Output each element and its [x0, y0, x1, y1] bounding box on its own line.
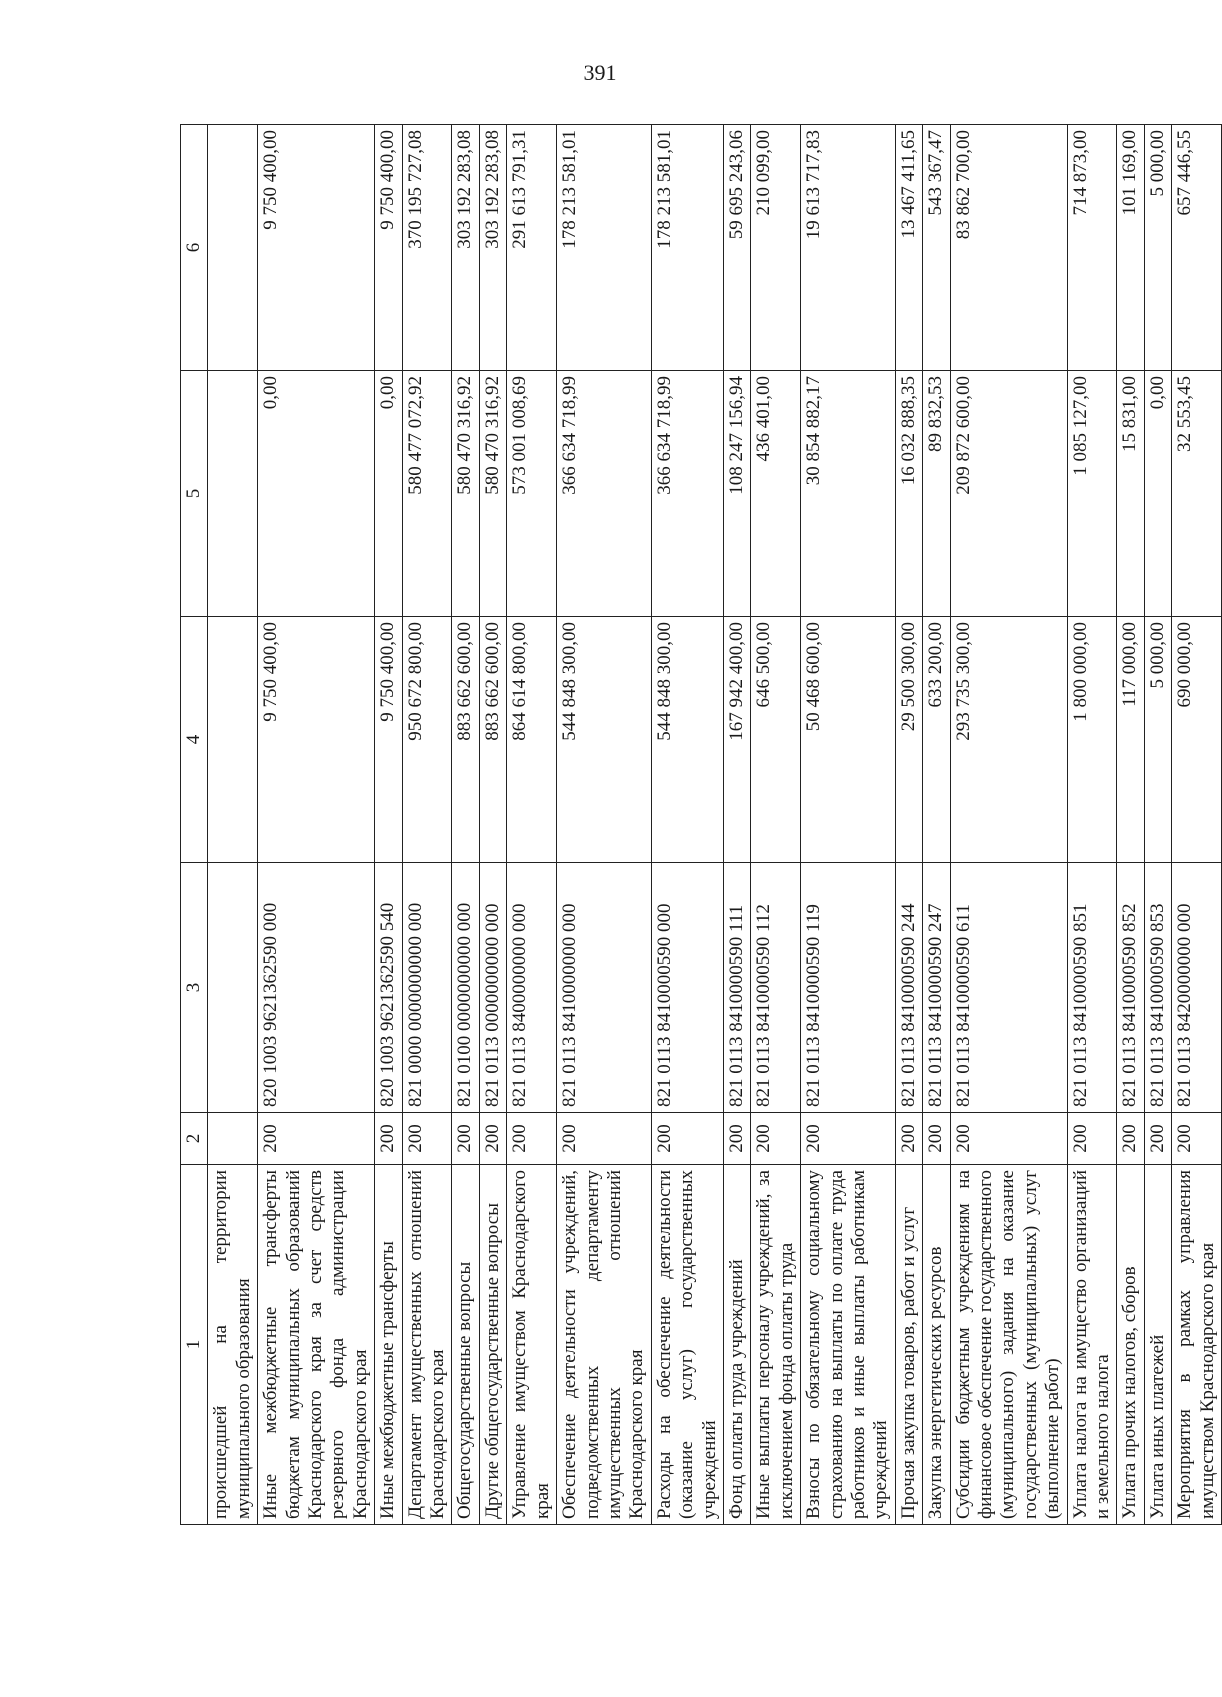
row-approved-amount-cell: 883 662 600,00	[452, 617, 479, 863]
page-number: 391	[583, 60, 617, 85]
rotated-table-container	[180, 125, 1218, 1525]
row-approved-amount-cell: 5 000,00	[1144, 617, 1171, 863]
row-name-cell: Уплата прочих налогов, сборов	[1117, 1165, 1144, 1525]
row-name-cell: Иные межбюджетные трансферты	[375, 1165, 402, 1525]
row-executed-amount-cell: 1 085 127,00	[1067, 371, 1117, 617]
row-code-type-cell: 200	[651, 1113, 723, 1165]
row-name-cell: Прочая закупка товаров, работ и услуг	[895, 1165, 922, 1525]
row-executed-amount-cell: 0,00	[1144, 371, 1171, 617]
row-remaining-amount-cell: 291 613 791,31	[507, 125, 557, 371]
row-approved-amount-cell: 9 750 400,00	[375, 617, 402, 863]
row-remaining-amount-cell: 83 862 700,00	[950, 125, 1067, 371]
budget-table-body	[181, 125, 1222, 1525]
row-remaining-amount-cell: 303 192 283,08	[479, 125, 506, 371]
row-code-type-cell: 200	[723, 1113, 750, 1165]
row-remaining-amount-cell: 714 873,00	[1067, 125, 1117, 371]
row-code-cell: 821 0113 8410000590 852	[1117, 863, 1144, 1113]
table-row	[923, 125, 950, 1525]
row-remaining-amount-cell: 210 099,00	[751, 125, 801, 371]
row-approved-amount-cell	[208, 617, 258, 863]
row-code-cell: 821 0113 8410000590 611	[950, 863, 1067, 1113]
row-approved-amount-cell: 544 848 300,00	[557, 617, 652, 863]
row-executed-amount-cell: 580 470 316,92	[479, 371, 506, 617]
row-remaining-amount-cell: 9 750 400,00	[375, 125, 402, 371]
row-code-cell: 821 0113 8410000590 119	[801, 863, 896, 1113]
row-remaining-amount-cell: 59 695 243,06	[723, 125, 750, 371]
row-code-cell: 821 0113 8400000000 000	[507, 863, 557, 1113]
row-approved-amount-cell: 864 614 800,00	[507, 617, 557, 863]
row-approved-amount-cell: 50 468 600,00	[801, 617, 896, 863]
column-number: 6	[181, 125, 208, 371]
row-remaining-amount-cell: 5 000,00	[1144, 125, 1171, 371]
row-code-cell: 821 0113 8410000590 851	[1067, 863, 1117, 1113]
table-row	[1067, 125, 1117, 1525]
row-executed-amount-cell: 32 553,45	[1172, 371, 1222, 617]
row-remaining-amount-cell: 303 192 283,08	[452, 125, 479, 371]
table-row	[1117, 125, 1144, 1525]
row-executed-amount-cell: 366 634 718,99	[557, 371, 652, 617]
row-code-type-cell: 200	[375, 1113, 402, 1165]
row-code-cell: 821 0113 8410000590 244	[895, 863, 922, 1113]
row-approved-amount-cell: 883 662 600,00	[479, 617, 506, 863]
row-code-cell: 821 0100 0000000000 000	[452, 863, 479, 1113]
row-approved-amount-cell: 950 672 800,00	[402, 617, 452, 863]
row-code-type-cell: 200	[258, 1113, 375, 1165]
row-name-cell: Взносы по обязательному социальному страхованию на выплаты по оплате труда работников и иные выплаты работникам учреждений	[801, 1165, 896, 1525]
table-row	[1144, 125, 1171, 1525]
row-name-cell: Мероприятия в рамках управления имуществом Краснодарского края	[1172, 1165, 1222, 1525]
row-remaining-amount-cell	[208, 125, 258, 371]
row-name-cell: Обеспечение деятельности учреждений, подведомственных департаменту имущественных отношений Краснодарского края	[557, 1165, 652, 1525]
row-name-cell: Иные выплаты персоналу учреждений, за исключением фонда оплаты труда	[751, 1165, 801, 1525]
row-approved-amount-cell: 117 000,00	[1117, 617, 1144, 863]
row-name-cell: Общегосударственные вопросы	[452, 1165, 479, 1525]
row-approved-amount-cell: 167 942 400,00	[723, 617, 750, 863]
row-code-type-cell: 200	[1144, 1113, 1171, 1165]
row-executed-amount-cell: 89 832,53	[923, 371, 950, 617]
row-executed-amount-cell: 366 634 718,99	[651, 371, 723, 617]
row-remaining-amount-cell: 657 446,55	[1172, 125, 1222, 371]
row-code-type-cell: 200	[895, 1113, 922, 1165]
row-code-type-cell: 200	[479, 1113, 506, 1165]
row-approved-amount-cell: 29 500 300,00	[895, 617, 922, 863]
row-code-type-cell: 200	[1172, 1113, 1222, 1165]
row-executed-amount-cell: 580 470 316,92	[452, 371, 479, 617]
row-name-cell: происшедшей на территории муниципального образования	[208, 1165, 258, 1525]
column-number: 4	[181, 617, 208, 863]
table-row	[452, 125, 479, 1525]
row-approved-amount-cell: 9 750 400,00	[258, 617, 375, 863]
row-code-cell: 821 0113 8410000590 112	[751, 863, 801, 1113]
row-executed-amount-cell: 108 247 156,94	[723, 371, 750, 617]
row-name-cell: Закупка энергетических ресурсов	[923, 1165, 950, 1525]
row-approved-amount-cell: 544 848 300,00	[651, 617, 723, 863]
row-executed-amount-cell: 0,00	[258, 371, 375, 617]
row-remaining-amount-cell: 543 367,47	[923, 125, 950, 371]
table-row	[375, 125, 402, 1525]
row-code-type-cell: 200	[751, 1113, 801, 1165]
row-executed-amount-cell: 209 872 600,00	[950, 371, 1067, 617]
row-executed-amount-cell	[208, 371, 258, 617]
column-number: 1	[181, 1165, 208, 1525]
row-code-type-cell: 200	[557, 1113, 652, 1165]
row-executed-amount-cell: 573 001 008,69	[507, 371, 557, 617]
table-row	[950, 125, 1067, 1525]
row-name-cell: Департамент имущественных отношений Краснодарского края	[402, 1165, 452, 1525]
row-approved-amount-cell: 1 800 000,00	[1067, 617, 1117, 863]
row-name-cell: Субсидии бюджетным учреждениям на финансовое обеспечение государственного (муниципального) задания на оказание государственных (муниципальных) услуг (выполнение работ)	[950, 1165, 1067, 1525]
row-approved-amount-cell: 690 000,00	[1172, 617, 1222, 863]
row-name-cell: Иные межбюджетные трансферты бюджетам муниципальных образований Краснодарского края за счет средств резервного фонда администрации Краснодарского края	[258, 1165, 375, 1525]
row-name-cell: Уплата иных платежей	[1144, 1165, 1171, 1525]
row-code-cell: 821 0000 0000000000 000	[402, 863, 452, 1113]
column-number: 2	[181, 1113, 208, 1165]
row-executed-amount-cell: 30 854 882,17	[801, 371, 896, 617]
row-code-cell: 821 0113 8410000000 000	[557, 863, 652, 1113]
row-code-type-cell: 200	[923, 1113, 950, 1165]
row-code-type-cell: 200	[507, 1113, 557, 1165]
table-row	[258, 125, 375, 1525]
row-code-type-cell: 200	[1117, 1113, 1144, 1165]
table-row	[557, 125, 652, 1525]
table-row	[751, 125, 801, 1525]
row-name-cell: Фонд оплаты труда учреждений	[723, 1165, 750, 1525]
row-remaining-amount-cell: 178 213 581,01	[557, 125, 652, 371]
row-code-cell	[208, 863, 258, 1113]
table-row	[208, 125, 258, 1525]
row-code-cell: 821 0113 0000000000 000	[479, 863, 506, 1113]
table-row	[723, 125, 750, 1525]
row-executed-amount-cell: 16 032 888,35	[895, 371, 922, 617]
row-code-cell: 821 0113 8420000000 000	[1172, 863, 1222, 1113]
row-code-type-cell: 200	[1067, 1113, 1117, 1165]
row-code-cell: 821 0113 8410000590 853	[1144, 863, 1171, 1113]
row-name-cell: Уплата налога на имущество организаций и земельного налога	[1067, 1165, 1117, 1525]
row-remaining-amount-cell: 13 467 411,65	[895, 125, 922, 371]
row-name-cell: Другие общегосударственные вопросы	[479, 1165, 506, 1525]
row-remaining-amount-cell: 101 169,00	[1117, 125, 1144, 371]
table-row	[651, 125, 723, 1525]
row-approved-amount-cell: 293 735 300,00	[950, 617, 1067, 863]
row-executed-amount-cell: 15 831,00	[1117, 371, 1144, 617]
budget-table	[180, 124, 1222, 1525]
row-approved-amount-cell: 646 500,00	[751, 617, 801, 863]
row-code-type-cell	[208, 1113, 258, 1165]
row-remaining-amount-cell: 9 750 400,00	[258, 125, 375, 371]
row-code-cell: 821 0113 8410000590 247	[923, 863, 950, 1113]
column-number: 3	[181, 863, 208, 1113]
row-code-type-cell: 200	[950, 1113, 1067, 1165]
row-code-cell: 820 1003 9621362590 540	[375, 863, 402, 1113]
row-executed-amount-cell: 436 401,00	[751, 371, 801, 617]
table-row	[895, 125, 922, 1525]
row-name-cell: Управление имуществом Краснодарского края	[507, 1165, 557, 1525]
table-row	[402, 125, 452, 1525]
row-executed-amount-cell: 580 477 072,92	[402, 371, 452, 617]
table-row	[479, 125, 506, 1525]
row-code-type-cell: 200	[452, 1113, 479, 1165]
row-code-cell: 820 1003 9621362590 000	[258, 863, 375, 1113]
column-number-row	[181, 125, 208, 1525]
row-code-type-cell: 200	[801, 1113, 896, 1165]
table-row	[1172, 125, 1222, 1525]
table-row	[801, 125, 896, 1525]
row-code-cell: 821 0113 8410000590 000	[651, 863, 723, 1113]
row-name-cell: Расходы на обеспечение деятельности (оказание услуг) государственных учреждений	[651, 1165, 723, 1525]
row-executed-amount-cell: 0,00	[375, 371, 402, 617]
column-number: 5	[181, 371, 208, 617]
row-code-cell: 821 0113 8410000590 111	[723, 863, 750, 1113]
row-remaining-amount-cell: 19 613 717,83	[801, 125, 896, 371]
row-remaining-amount-cell: 370 195 727,08	[402, 125, 452, 371]
row-remaining-amount-cell: 178 213 581,01	[651, 125, 723, 371]
row-approved-amount-cell: 633 200,00	[923, 617, 950, 863]
row-code-type-cell: 200	[402, 1113, 452, 1165]
table-row	[507, 125, 557, 1525]
